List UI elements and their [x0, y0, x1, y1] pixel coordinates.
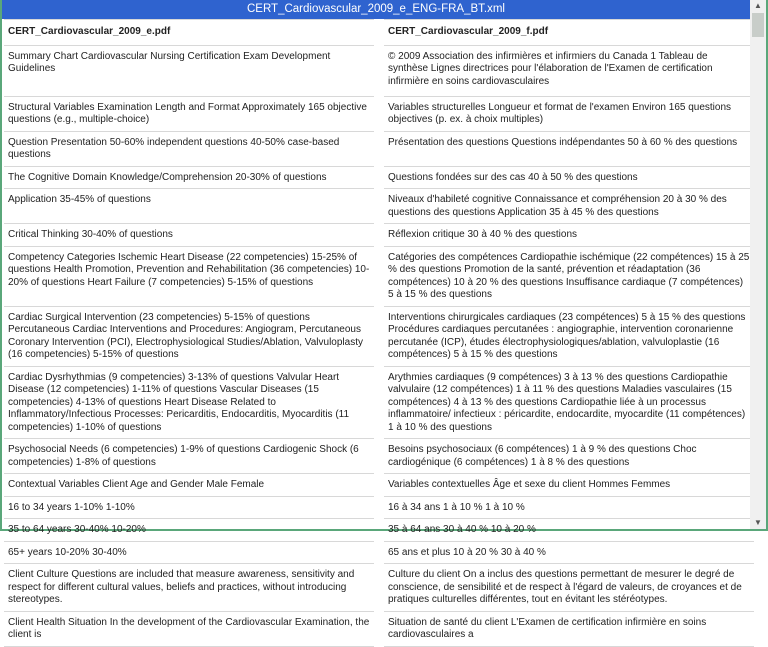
- header-left-filename: CERT_Cardiovascular_2009_e.pdf: [4, 19, 374, 46]
- source-segment-english[interactable]: Cardiac Dysrhythmias (9 competencies) 3-13% of questions Valvular Heart Disease (12 competencies) 1-11% of questions Vascular Diseases (15 competencies) 4-13% of questions Heart Disease Related to Inflammatory/Infectious Processes: Pericarditis, Endocarditis, Myocarditis (11 competencies) 1-10% of questions: [4, 367, 374, 440]
- table-row: [4, 497, 754, 520]
- target-segment-french[interactable]: Questions fondées sur des cas 40 à 50 % des questions: [384, 167, 754, 190]
- table-row: [4, 167, 754, 190]
- scroll-thumb[interactable]: [752, 13, 764, 37]
- column-gap: [374, 439, 384, 474]
- target-segment-french[interactable]: Niveaux d'habileté cognitive Connaissance et compréhension 20 à 30 % des questions des questions Application 35 à 45 % des questions: [384, 189, 754, 224]
- column-gap: [374, 542, 384, 565]
- column-gap: [374, 167, 384, 190]
- source-segment-english[interactable]: 35 to 64 years 30-40% 10-20%: [4, 519, 374, 542]
- table-row: [4, 307, 754, 367]
- table-row: [4, 367, 754, 440]
- target-segment-french[interactable]: 35 à 64 ans 30 à 40 % 10 à 20 %: [384, 519, 754, 542]
- source-segment-english[interactable]: 16 to 34 years 1-10% 1-10%: [4, 497, 374, 520]
- table-row: [4, 474, 754, 497]
- column-gap: [374, 132, 384, 167]
- table-row: [4, 132, 754, 167]
- alignment-table-container: [4, 19, 750, 640]
- table-header-row: [4, 19, 754, 46]
- column-gap: [374, 46, 384, 97]
- source-segment-english[interactable]: 65+ years 10-20% 30-40%: [4, 542, 374, 565]
- source-segment-english[interactable]: Summary Chart Cardiovascular Nursing Certification Exam Development Guidelines: [4, 46, 374, 97]
- column-gap: [374, 224, 384, 247]
- scroll-up-arrow-icon[interactable]: ▲: [754, 1, 762, 10]
- source-segment-english[interactable]: Critical Thinking 30-40% of questions: [4, 224, 374, 247]
- target-segment-french[interactable]: 65 ans et plus 10 à 20 % 30 à 40 %: [384, 542, 754, 565]
- source-segment-english[interactable]: Competency Categories Ischemic Heart Disease (22 competencies) 15-25% of questions Health Promotion, Prevention and Rehabilitation (36 competencies) 10-20% of questions Heart Failure (7 competencies) 5-15% of questions: [4, 247, 374, 307]
- table-row: [4, 247, 754, 307]
- scroll-down-arrow-icon[interactable]: ▼: [754, 518, 762, 527]
- table-row: [4, 564, 754, 612]
- target-segment-french[interactable]: Arythmies cardiaques (9 compétences) 3 à 13 % des questions Cardiopathie valvulaire (12 compétences) 1 à 11 % des questions Maladies vasculaires (15 compétences) 4 à 13 % des questions Cardiopathie liée à un processus inflammatoire/ infectieux : péricardite, endocardite, myocardite (11 compétences) 1 à 10 % des questions: [384, 367, 754, 440]
- column-gap: [374, 189, 384, 224]
- column-gap: [374, 97, 384, 132]
- table-row: [4, 612, 754, 647]
- table-row: [4, 46, 754, 97]
- source-segment-english[interactable]: Cardiac Surgical Intervention (23 competencies) 5-15% of questions Percutaneous Cardiac Interventions and Procedures: Angiogram, Percutaneous Coronary Intervention (PCI), Electrophysiological Studies/Ablation, Valvuloplasty (16 competencies) 5-15% of questions: [4, 307, 374, 367]
- table-row: [4, 97, 754, 132]
- vertical-scrollbar[interactable]: [750, 0, 766, 529]
- target-segment-french[interactable]: Culture du client On a inclus des questions permettant de mesurer le degré de conscience, de sensibilité et de respect à l'égard de valeurs, de croyances et de pratiques culturelles différentes, tout en évitant les stéréotypes.: [384, 564, 754, 612]
- header-right-filename: CERT_Cardiovascular_2009_f.pdf: [384, 19, 754, 46]
- target-segment-french[interactable]: Situation de santé du client L'Examen de certification infirmière en soins cardiovasculaires a: [384, 612, 754, 647]
- target-segment-french[interactable]: Interventions chirurgicales cardiaques (23 compétences) 5 à 15 % des questions Procédures cardiaques percutanées : angiographie, intervention coronarienne percutanée (ICP), études électrophysiologiques/ablation, valvuloplastie (16 compétences) 5 à 15 % des questions: [384, 307, 754, 367]
- source-segment-english[interactable]: Client Culture Questions are included that measure awareness, sensitivity and respect for different cultural values, beliefs and practices, without introducing stereotypes.: [4, 564, 374, 612]
- source-segment-english[interactable]: Application 35-45% of questions: [4, 189, 374, 224]
- table-row: [4, 224, 754, 247]
- table-row: [4, 519, 754, 542]
- table-row: [4, 542, 754, 565]
- column-gap: [374, 519, 384, 542]
- column-gap: [374, 247, 384, 307]
- target-segment-french[interactable]: Catégories des compétences Cardiopathie ischémique (22 compétences) 15 à 25 % des questions Promotion de la santé, prévention et réadaptation (36 compétences) 10 à 20 % des questions Insuffisance cardiaque (7 compétences) 5 à 15 % des questions: [384, 247, 754, 307]
- target-segment-french[interactable]: © 2009 Association des infirmières et infirmiers du Canada 1 Tableau de synthèse Lignes directrices pour l'élaboration de l'Examen de certification infirmière en soins cardiovasculaires: [384, 46, 754, 97]
- column-gap: [374, 564, 384, 612]
- source-segment-english[interactable]: Client Health Situation In the development of the Cardiovascular Examination, the client is: [4, 612, 374, 647]
- target-segment-french[interactable]: Variables structurelles Longueur et format de l'examen Environ 165 questions objectives (p. ex. à choix multiples): [384, 97, 754, 132]
- target-segment-french[interactable]: Réflexion critique 30 à 40 % des questions: [384, 224, 754, 247]
- target-segment-french[interactable]: 16 à 34 ans 1 à 10 % 1 à 10 %: [384, 497, 754, 520]
- target-segment-french[interactable]: Variables contextuelles Âge et sexe du client Hommes Femmes: [384, 474, 754, 497]
- target-segment-french[interactable]: Besoins psychosociaux (6 compétences) 1 à 9 % des questions Choc cardiogénique (6 compétences) 1 à 8 % des questions: [384, 439, 754, 474]
- source-segment-english[interactable]: Contextual Variables Client Age and Gender Male Female: [4, 474, 374, 497]
- column-gap: [374, 307, 384, 367]
- source-segment-english[interactable]: Structural Variables Examination Length and Format Approximately 165 objective questions (e.g., multiple-choice): [4, 97, 374, 132]
- target-segment-french[interactable]: Présentation des questions Questions indépendantes 50 à 60 % des questions: [384, 132, 754, 167]
- source-segment-english[interactable]: Question Presentation 50-60% independent questions 40-50% case-based questions: [4, 132, 374, 167]
- column-gap: [374, 612, 384, 647]
- table-row: [4, 189, 754, 224]
- column-gap: [374, 367, 384, 440]
- table-row: [4, 439, 754, 474]
- column-gap: [374, 474, 384, 497]
- column-gap: [374, 19, 384, 46]
- window-title: CERT_Cardiovascular_2009_e_ENG-FRA_BT.xml: [2, 0, 750, 19]
- column-gap: [374, 497, 384, 520]
- source-segment-english[interactable]: The Cognitive Domain Knowledge/Comprehension 20-30% of questions: [4, 167, 374, 190]
- alignment-table: [4, 19, 754, 647]
- source-segment-english[interactable]: Psychosocial Needs (6 competencies) 1-9% of questions Cardiogenic Shock (6 competencies) 1-8% of questions: [4, 439, 374, 474]
